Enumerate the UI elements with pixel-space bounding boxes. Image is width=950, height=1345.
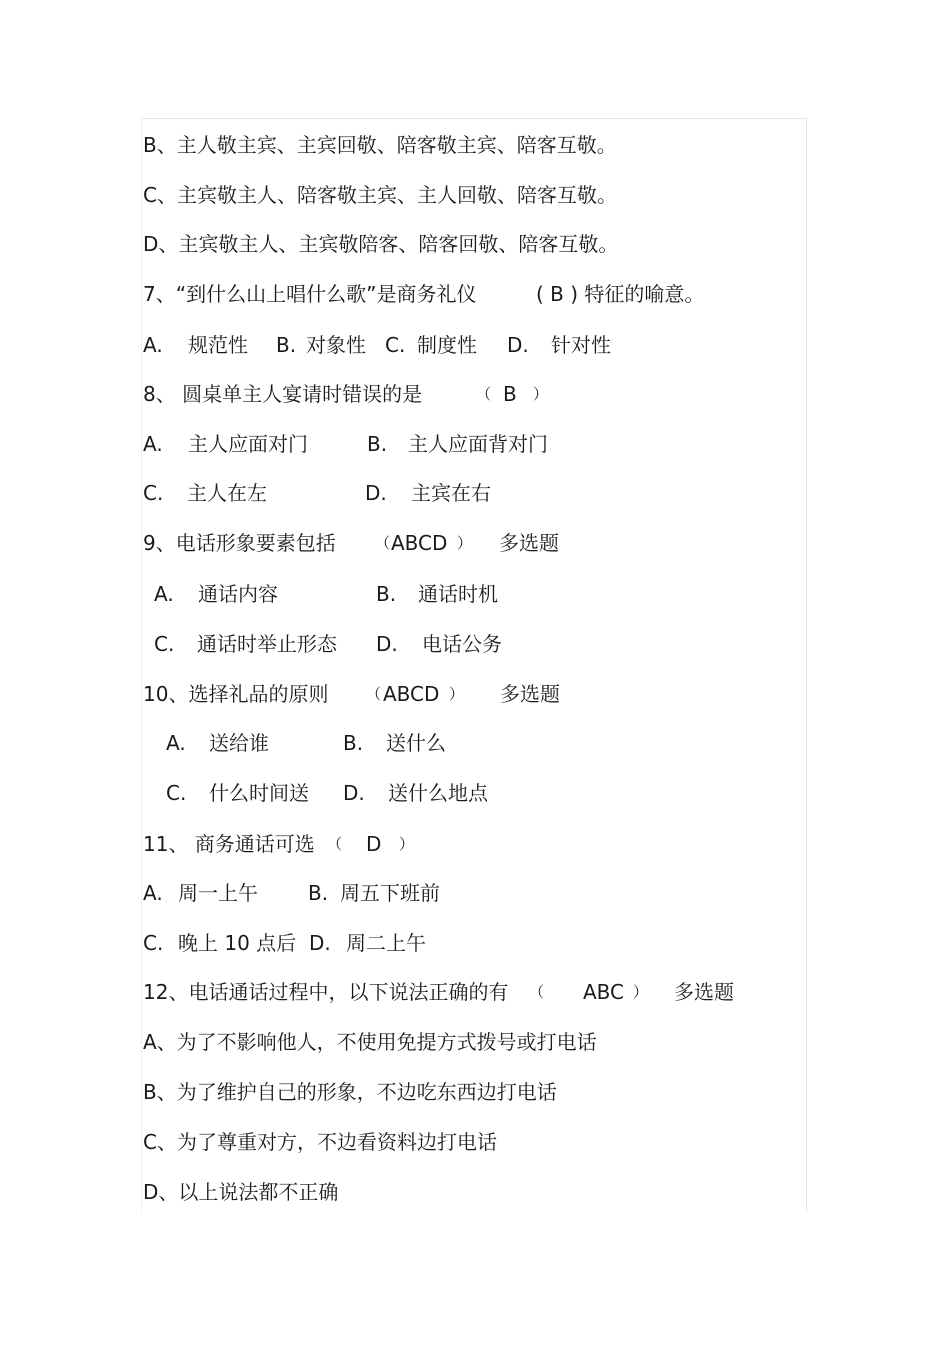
multi-choice-tag: 多选题 [499, 531, 559, 555]
option-text: B、主人敬主宾、主宾回敬、陪客敬主宾、陪客互敬。 [143, 133, 617, 157]
option-letter: C. [166, 781, 187, 805]
option-text: 主人应面对门 [188, 432, 308, 456]
open-paren: （ [529, 983, 545, 1001]
option-letter: A. [143, 432, 163, 456]
option-letter: C. [143, 931, 164, 955]
option-letter: A. [154, 582, 174, 606]
open-paren: （ [375, 534, 391, 552]
close-paren: ） [457, 534, 473, 552]
answer-text: D [366, 832, 382, 856]
option-text: 对象性 [306, 333, 366, 357]
option-text: 主人在左 [187, 481, 267, 505]
option-text: 什么时间送 [209, 781, 309, 805]
option-letter: B. [343, 731, 364, 755]
close-paren: ） [399, 835, 415, 853]
option-letter: A. [143, 881, 163, 905]
option-text: 制度性 [417, 333, 477, 357]
option-letter: A. [166, 731, 186, 755]
answer-text: ABCD [383, 682, 440, 706]
answer-text: B [503, 382, 517, 406]
open-paren: （ [327, 835, 343, 853]
close-paren: ） [449, 685, 465, 703]
option-letter: B. [308, 881, 329, 905]
option-text: 主人应面背对门 [408, 432, 548, 456]
option-text: D、主宾敬主人、主宾敬陪客、陪客回敬、陪客互敬。 [143, 232, 619, 256]
close-paren: ） [633, 983, 649, 1001]
option-letter: D. [343, 781, 365, 805]
page-frame-left-edge [141, 118, 142, 1212]
close-paren: ） [533, 385, 549, 403]
option-letter: D. [507, 333, 529, 357]
option-text: 送什么 [386, 731, 446, 755]
option-letter: C. [154, 632, 175, 656]
option-letter: D. [376, 632, 398, 656]
multi-choice-tag: 多选题 [674, 980, 734, 1004]
option-letter: B. [367, 432, 388, 456]
question-text: 9、电话形象要素包括 [143, 531, 336, 555]
answer-text: ( B ) 特征的喻意。 [536, 282, 705, 306]
option-text: B、为了维护自己的形象，不边吃东西边打电话 [143, 1080, 557, 1104]
answer-text: ABC [583, 980, 625, 1004]
option-text: D、以上说法都不正确 [143, 1180, 339, 1204]
option-letter: D. [365, 481, 387, 505]
option-text: 通话时机 [418, 582, 498, 606]
option-letter: C. [143, 481, 164, 505]
option-letter: B. [376, 582, 397, 606]
option-text: 通话时举止形态 [197, 632, 337, 656]
option-text: 针对性 [551, 333, 611, 357]
option-text: 送什么地点 [388, 781, 488, 805]
option-text: C、为了尊重对方，不边看资料边打电话 [143, 1130, 497, 1154]
option-text: C、主宾敬主人、陪客敬主宾、主人回敬、陪客互敬。 [143, 183, 617, 207]
option-text: 周一上午 [178, 881, 258, 905]
option-text: 主宾在右 [411, 481, 491, 505]
answer-text: ABCD [391, 531, 448, 555]
open-paren: （ [476, 385, 492, 403]
option-text: 电话公务 [422, 632, 502, 656]
option-text: A、为了不影响他人，不使用免提方式拨号或打电话 [143, 1030, 597, 1054]
option-letter: A. [143, 333, 163, 357]
option-letter: B. [276, 333, 297, 357]
option-text: 周五下班前 [340, 881, 440, 905]
question-text: 11、 商务通话可选 [143, 832, 315, 856]
open-paren: （ [366, 685, 382, 703]
option-text: 晚上 10 点后 [178, 931, 297, 955]
option-text: 规范性 [188, 333, 248, 357]
option-letter: D. [309, 931, 331, 955]
question-text: 10、选择礼品的原则 [143, 682, 329, 706]
multi-choice-tag: 多选题 [500, 682, 560, 706]
question-text: 8、 圆桌单主人宴请时错误的是 [143, 382, 423, 406]
option-text: 通话内容 [198, 582, 278, 606]
option-text: 送给谁 [209, 731, 269, 755]
question-text: 12、电话通话过程中，以下说法正确的有 [143, 980, 509, 1004]
option-letter: C. [385, 333, 406, 357]
option-text: 周二上午 [346, 931, 426, 955]
question-text: 7、“到什么山上唱什么歌”是商务礼仪 [143, 282, 477, 306]
